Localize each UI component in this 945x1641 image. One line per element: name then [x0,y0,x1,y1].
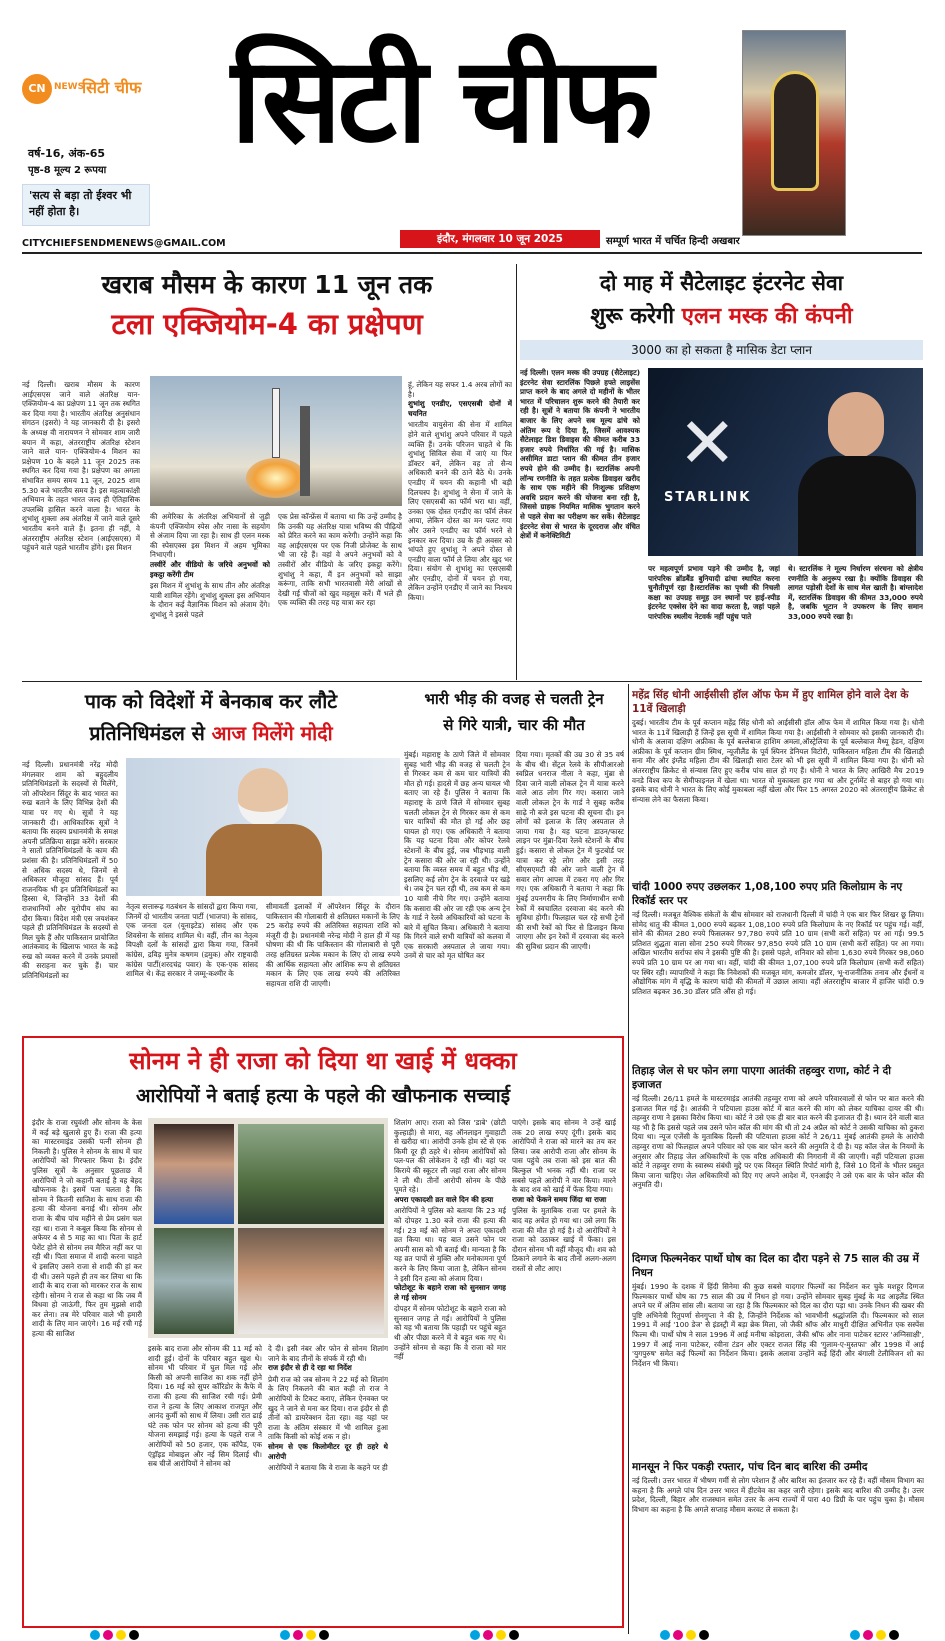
brief-headline: दिग्गज फिल्मनेकर पार्थो घोष का दिल का दौरा पड़ने से 75 साल की उम्र में निधन [632,1253,919,1279]
brief-4 [632,1252,924,1454]
right-column [632,688,924,1628]
headline-red: टला एक्जियोम-4 का प्रक्षेपण [111,307,423,341]
logo-badge: CN [22,74,52,104]
tagline: सम्पूर्ण भारत में चर्चित हिन्दी अखबार [606,236,740,247]
dateline-bar: इंदौर, मंगलवार 10 जून 2025 [400,230,600,248]
issue-line-2: पृष्ठ-8 मूल्य 2 रूपया [28,165,107,176]
article-col-3: दे दी। इसी नंबर और फोन से सोनम शिलांग जाने के बाद तीनों के संपर्क में रही थी। राज इंदौर से ही दे रहा था निर्देश प्रेमी राज को जब सोनम ने 22 मई को शिलांग के लिए निकलने की बात कही तो राज ने आरोपियों के टिकट कराए, लेकिन ऐनवक्त पर खुद ने जाने से मना कर दिया। राज इंदौर से ही तीनों को डायरेक्शन देता रहा। वह यहां पर राजा के अंतिम संस्कार में भी शामिल हुआ ताकि किसी को कोई शक न हो। सोनम से एक किलोमीटर दूर ही ठहरे थे आरोपी आरोपियों ने बताया कि वे राजा के कहने पर ही [268,1344,388,1473]
brief-body: नई दिल्ली। मजबूत वैश्विक संकेतों के बीच सोमवार को राजधानी दिल्ली में चांदी ने एक बार फिर शिखर छू लिया। सोमेद धातु की कीमत 1,000 रुपये बढ़कर 1,08,100 रुपये प्रति किलोग्राम के नए रिकॉर्ड पर पहुंच गई। वहीं, सोने की कीमत 280 रुपये फिसलकर 97,780 रुपये प्रति 10 ग्राम (सभी करों सहित) पर आ गई। 99.5 प्रतिशत शुद्धता वाला सोना 250 रुपये गिरकर 97,850 रुपये प्रति 10 ग्राम (सभी करों सहित) पर आ गया। अखिल भारतीय सर्राफा संघ ने इसकी पुष्टि की है। इससे पहले, शनिवार को सोना 1,630 रुपये गिरकर 98,060 रुपये प्रति 10 ग्राम पर आ गया था। वहीं, चांदी की कीमत 1,07,100 रुपये प्रति किलोग्राम (सभी करों सहित) पर स्थिर रही। व्यापारियों ने कहा कि निवेशकों की मजबूत मांग, कमजोर डॉलर, भू-राजनीतिक तनाव और ईंधनों व औद्योगिक मांग में वृद्धि के कारण चांदी की कीमतों में उछाल आया। वहीं अंतरराष्ट्रीय बाजार में हाजिर चांदी 0.9 प्रतिशत बढ़कर 36.30 डॉलर प्रति औंस हो गई। [632,910,924,996]
brief-body: दुबई। भारतीय टीम के पूर्व कप्तान महेंद्र सिंह धोनी को आईसीसी हॉल ऑफ फेम में शामिल किया गया है। धोनी भारत के 11वें खिलाड़ी हैं जिन्हें इस सूची में शामिल किया गया है। आईसीसी ने सोमवार को इसकी जानकारी दी। धोनी के अलावा दक्षिण अफ्रीका के पूर्व बल्लेबाज हाशिम अमला,ऑस्ट्रेलिया के पूर्व बल्लेबाज मैथ्यू हेडन, दक्षिण अफ्रीका के पूर्व कप्तान ग्रीम स्मिथ, न्यूजीलैंड के पूर्व स्पिनर डेनियल विटोरी, पाकिस्तान महिला टीम की खिलाड़ी सना मीर और इंग्लैंड महिला टीम की खिलाड़ी सारा टेलर को भी इस सूची में शामिल किया गया है। धोनी को अंतरराष्ट्रीय क्रिकेट से संन्यास लिए हुए करीब पांच साल हो गए हैं। धोनी ने भारत के लिए आखिरी मैच 2019 वनडे विश्व कप के सेमीफाइनल में खेला था। भारत वो मुकाबला हार गया था और टूर्नामेंट से बाहर हो गया था। इसके बाद धोनी ने भारत के लिए कोई मुकाबला नहीं खेला और फिर 15 अगस्त 2020 को अंतरराष्ट्रीय क्रिकेट से संन्यास लेने का फैसला किया। [632,718,924,804]
registration-dot [483,1630,493,1640]
brief-headline: मानसून ने फिर पकड़ी रफ्तार, पांच दिन बाद बारिश की उम्मीद [632,1461,868,1473]
brief-body: नई दिल्ली। 26/11 हमले के मास्टरमाइंड आतंकी तहव्वुर राणा को अपने परिवारवालों से फोन पर बात करने की इजाजत मिल गई है। आतंकी ने पटियाला हाउस कोर्ट में बात करने की मांग को लेकर याचिका दायर की थी। तहव्वुर राणा ने इसका विरोध किया था। कोर्ट ने उसे एक ही बार बात करने की इजाजत दी है। ध्यान देने वाली बात यह भी है कि इससे पहले जब उसने फोन कॉल की मांग की थी तो 24 अप्रैल को कोर्ट ने उसकी याचिका को ठुकरा दिया था। न्यूज एजेंसी के मुताबिक दिल्ली की पटियाला हाउस कोर्ट ने 26/11 मुंबई आतंकी हमले के आरोपी तहव्वुर राणा को फिलहाल अपने परिवार को एक बार फोन करने की अनुमति दे दी है। यह कॉल जेल के नियमों के अनुसार और तिहाड़ जेल अधिकारियों के एक वरिष्ठ अधिकारी की निगरानी में की जाएगी। वहीं पटियाला हाउस कोर्ट ने तहव्वुर राणा के स्वास्थ्य संबंधी मुद्दे पर एक विस्तृत स्थिति रिपोर्ट मांगी है, जिसे 10 दिनों के भीतर प्रस्तुत किया जाना चाहिए। जेल अधिकारियों को दिए गए अपने आदेश में, एनआईए ने उसे एक बार के फोन कॉल की अनुमति दी। [632,1094,924,1190]
registration-dot [850,1630,860,1640]
logo-title: सिटी चीफ [82,78,142,97]
headline: दो माह में सैटेलाइट इंटरनेट सेवा [599,271,844,295]
registration-dot [660,1630,670,1640]
person-head [828,392,884,458]
registration-strip [0,1630,945,1641]
article-col-1: नई दिल्ली। खराब मौसम के कारण आईएसएस जाने वाले अंतरिक्ष यान- एक्जियोम-4 का प्रक्षेपण 11 जून तक स्थगित कर दिया गया है। भारतीय अंतरिक्ष अनुसंधान संगठन (इसरो) ने यह जानकारी दी है। इसरो के अध्यक्ष वी नारायणन ने सोमवार शाम जारी बयान में कहा, अंतरराष्ट्रीय अंतरिक्ष स्टेशन जाने वाले यान- एक्जियोम-4 मिशन का प्रक्षेपण 10 के बदले 11 जून 2025 तक स्थगित कर दिया गया है। प्रक्षेपण का अगला संभावित समय समय 11 जून, 2025 शाम 5.30 बजे भारतीय समय है। इस महत्वाकांक्षी अभियान के तहत भारत जल्द ही ऐतिहासिक उपलब्धि हासिल करने वाला है। भारत के शुभांशु शुक्ला अब अंतरिक्ष में जाने वाले दूसरे भारतीय बनने वाले हैं। इतना ही नहीं, वे अंतरराष्ट्रीय अंतरिक्ष स्टेशन (आईएसएस) में पहुंचने वाले पहले भारतीय होंगे। इस मिशन [22,380,140,553]
registration-dot [889,1630,899,1640]
story-train [404,688,624,1028]
article-col-2: नेतृत्व सत्तारूढ़ गठबंधन के सांसदों द्वारा किया गया, जिनमें दो भारतीय जनता पार्टी (भाजपा) के सांसद, एक जनता दल (यूनाइटेड) सांसद और एक शिवसेना के सांसद शामिल थे। वहीं, तीन का नेतृत्व विपक्षी दलों के सांसदों द्वारा किया गया, जिनमें कांग्रेस, द्रविड़ मुनेत्र कषगम (द्रमुक) और राष्ट्रवादी कांग्रेस पार्टी(शरदचंद्र पवार) के एक-एक सांसद शामिल थे। केंद्र सरकार ने जम्मू-कश्मीर के [126,902,258,979]
rocket-body [272,388,280,458]
brief-3 [632,1064,924,1246]
article-col-3: एक प्रेस कॉन्फ्रेंस में बताया था कि उन्हें उम्मीद है कि उनकी यह अंतरिक्ष यात्रा भविष्य की पीढ़ियों को प्रेरित करने का काम करेगी। उन्होंने कहा कि वह आईएसएस पर एक निजी प्रोजेक्ट के साथ भी जा रहे हैं। वहां वे अपने अनुभवों को वे तस्वीरों और वीडियो के जरिए इकट्ठा करेंगे। शुभांशु ने कहा, मैं इन अनुभवों को साझा करूंगा, ताकि सभी भारतवासी मेरी आंखों से देखी गई चीजों को खुद महसूस करें। मैं भले ही एक व्यक्ति की तरह यह यात्रा कर रहा [278,512,402,608]
rocket-photo [150,376,402,506]
vertical-divider-top [516,264,517,680]
headline: भारी भीड़ की वजह से चलती ट्रेन [424,690,604,708]
registration-dot [673,1630,683,1640]
masthead [0,0,945,258]
masthead-photo [742,30,846,236]
headline: सोनम ने ही राजा को दिया था खाई में धक्का [129,1047,517,1075]
article-col-3: सीमावर्ती इलाकों में ऑपरेशन सिंदूर के दौरान पाकिस्तान की गोलाबारी से क्षतिग्रस्त मकानों के लिए 25 करोड़ रुपये की अतिरिक्त सहायता राशि को मंजूरी दी है। प्रधानमंत्री नरेन्द्र मोदी ने हाल ही में यह घोषणा की थी कि पाकिस्तान की गोलाबारी से पूरी तरह क्षतिग्रस्त प्रत्येक मकान के लिए दो लाख रुपये की आर्थिक सहायता और आंशिक रूप से क्षतिग्रस्त मकान के लिए एक लाख रुपये की अतिरिक्त सहायता राशि दी जाएगी। [266,902,400,988]
accused-photos [148,1118,388,1338]
masthead-title: सिटी चीफ [231,30,649,169]
article-col-2: पर महत्वपूर्ण प्रभाव पड़ने की उम्मीद है, जहां पारंपरिक ब्रॉडबैंड बुनियादी ढांचा स्थापित करना चुनौतीपूर्ण रहा है।स्टारलिंक का पृथ्वी की निचली कक्षा का उपग्रह समूह उन स्थानों पर हाई-स्पीड इंटरनेट एक्सेस देने का वादा करता है, जहां पहले पारंपरिक स्थलीय नेटवर्क नहीं पहुंच पाते [648,564,780,621]
starlink-label: STARLINK [664,490,752,505]
article-col-1: नई दिल्ली। एलन मस्क की उपग्रह (सैटेलाइट) इंटरनेट सेवा स्टारलिंक पिछले हफ्ते लाइसेंस प्राप्त करने के बाद अगले दो महीनों के भीतर भारत में परिचालन शुरू करने की तैयारी कर रही है। सूत्रों ने बताया कि कंपनी ने भारतीय बाजार के लिए अपने सब मूल्य ढांचे को अंतिम रूप दे दिया है, जिसमें आवश्यक सैटेलाइट डिश डिवाइस की कीमत करीब 33 हजार रुपये निर्धारित की गई है। मासिक असीमित डाटा प्लान की कीमत तीन हजार रुपये होने की उम्मीद है। स्टारलिंक अपनी लॉन्च रणनीति के तहत प्रत्येक डिवाइस खरीद के साथ एक महीने की निःशुल्क प्रशिक्षण अवधि प्रदान करने की योजना बना रही है, जिससे ग्राहक नियमित मासिक भुगतान करने से पहले सेवा का परीक्षण कर सकें। सैटेलाइट इंटरनेट सेवा से भारत के दूरदराज और वंचित क्षेत्रों में कनेक्टिविटी [520,368,640,541]
registration-dot [876,1630,886,1640]
registration-dot [103,1630,113,1640]
registration-dot [496,1630,506,1640]
article-col-3: थे। स्टारलिंक ने मूल्य निर्धारण संरचना को क्षेत्रीय रणनीति के अनुरूप रखा है। क्योंकि डिवाइस की लागत पड़ोसी देशों के साथ मेल खाती है। बांग्लादेश में, स्टारलिंक डिवाइस की कीमत 33,000 रुपये है, जबकि भूटान ने उपकरण के लिए समान 33,000 रुपये रखा है। [788,564,923,621]
article-col-2: इसके बाद राजा और सोनम की 11 मई को शादी हुई। दोनों के परिवार बहुत खुश थे। सोनम भी परिवार में घुल मिल गई और किसी को अपनी साजिश का शक नहीं होने दिया। 16 मई को सुपर कॉरिडोर के कैफे में राजा की हत्या की साजिश रची गई। प्रेमी राज ने हत्या के लिए आकाश राजपूत और आनंद कुर्मी को साथ में लिया। उसी रात ढाई घंटे तक फोन पर सोनम को हत्या की पूरी योजना समझाई गई। हत्या के पहले राज ने आरोपियों को 50 हजार, एक कॉपैड, एक एंड्रॉइड मोबाइल और नई सिम दिलाई थी। सब चीजें आरोपियों ने सोनम को [148,1344,262,1469]
registration-dot [509,1630,519,1640]
article-col-4: हूं, लेकिन यह सफर 1.4 अरब लोगों का है। शुभांशु एनडीए, एसएसबी दोनों में चयनित भारतीय वायुसेना की सेना में शामिल होने वाले शुभांशु अपने परिवार में पहले व्यक्ति हैं। उनके परिजन चाहते थे कि शुभांशु सिविल सेवा में जाएं या फिर डॉक्टर बनें, लेकिन वह तो सैन्य अधिकारी बनने की ठाने बैठे थे। उनके एनडीए में चयन की कहानी भी बड़ी दिलचस्प है। शुभांशु ने सेना में जाने के लिए एसएसबी का फॉर्म भरा था। वहीं, उनका एक दोस्त एनडीए का फॉर्म लेकर आया, लेकिन दोस्त का मन पलट गया और उसने एनडीए का फॉर्म भरने से इनकार कर दिया। उम्र के ही अवसर को भांपते हुए शुभांशु ने अपने दोस्त से एनडीए वाला फॉर्म ले लिया और खुद भर दिया। संयोग से शुभांशु का एसएसबी और एनडीए, दोनों में चयन हो गया, लेकिन उन्होंने एनडीए में जाने का निश्चय किया। [408,380,512,603]
vertical-divider-right [628,684,629,1634]
starlink-photo [648,368,923,556]
motto-box: 'सत्य से बड़ा तो ईश्वर भी नहीं होता है। [22,184,150,226]
brief-2 [632,880,924,1058]
waterfall-photo [154,1228,234,1334]
brief-headline: तिहाड़ जेल से घर फोन लगा पाएगा आतंकी तहव्वुर राणा, कोर्ट ने दी इजाजत [632,1065,891,1091]
registration-dot [470,1630,480,1640]
headline-line-2: आरोपियों ने बताई हत्या के पहले की खौफनाक सच्चाई [135,1085,511,1107]
registration-dot [863,1630,873,1640]
story-axiom [22,268,512,678]
registration-dot [686,1630,696,1640]
launch-tower [300,406,310,496]
idol-shape [771,71,819,191]
registration-dot [293,1630,303,1640]
article-col-4: शिलांग आए। राजा को जिस 'डाबे' (छोटी कुल्हाड़ी) से मारा, वह ऑनलाइन गुवाहाटी से खरीदा था। आरोपी उनके होम स्टे से एक किमी दूर ही ठहरे थे। सोनम आरोपियों को पल-पल की लोकेशन दे रही थी। वहां पर किराये की स्कूटर ली जहां राजा और सोनम ने ली थी। तीनों आरोपी सोनम के पीछे घूमते रहे। अपरा एकादशी व्रत वाले दिन की हत्या आरोपियों ने पुलिस को बताया कि 23 मई को दोपहर 1.30 बजे राजा की हत्या की गई। 23 मई को सोनम ने अपरा एकादशी व्रत किया था। यह बात उसने फोन पर अपनी सास को भी बताई थी। मान्यता है कि यह व्रत पापों से मुक्ति और मनोकामना पूर्ण करने के लिए किया जाता है, लेकिन सोनम ने इसी दिन हत्या को अंजाम दिया। फोटोशूट के बहाने राजा को सुनसान जगह ले गई सोनम दोपहर में सोनम फोटोशूट के बहाने राजा को सुनसान जगह ले गई। आरोपियों ने पुलिस को यह भी बताया कि पहाड़ी पर पहुंचे बहुत थी और पीछा करने में वे बहुत थक गए थे। उन्होंने सोनम से कहा कि वे राजा को मार नहीं [394,1118,506,1362]
brief-5 [632,1460,924,1620]
person-head [238,768,288,826]
logo [22,72,152,106]
brief-headline: चांदी 1000 रुपए उछलकर 1,08,100 रुपए प्रति किलोग्राम के नए रिकॉर्ड स्तर पर [632,881,903,907]
rocket-flame [246,458,306,498]
registration-dot [306,1630,316,1640]
brief-body: मुंबई। 1990 के दशक में हिंदी सिनेमा की कुछ सबसे यादगार फिल्मों का निर्देशन कर चुके मशहूर दिग्गज फिल्मकार पार्थो घोष का 75 साल की उम्र में निधन हो गया। उन्होंने सोमवार सुबह मुंबई के मड आइलैंड स्थित अपने घर में अंतिम सांस ली। बताया जा रहा है कि फिल्मकार को दिल का दौरा पड़ा था। उनके निधन की खबर की पुष्टि अभिनेत्री रितुपर्णा सेनगुप्ता ने की है, जिन्होंने निर्देशक को भावभीनी श्रद्धांजलि दी। फिल्मकार को साल 1991 में आई '100 डेज' से इंडस्ट्री में बड़ा ब्रेक मिला, जो जैकी श्रॉफ और माधुरी दीक्षित अभिनीत एक सस्पेंस फिल्म थी। पार्थो घोष ने साल 1996 में आई मनीषा कोइराला, जैकी श्रॉफ और नाना पाटेकर स्टारर 'अग्निसाक्षी', 1997 में आई नाना पाटेकर, रवीना टंडन और एक्टर राजत सिंह की 'गुलाम-ए-मुस्तफा' और 1998 में आई 'युगपुरुष' समेत कई फिल्मों का निर्देशन किया। इसके अलावा उन्होंने कई हिंदी और बंगाली टेलीविजन शो का निर्देशन भी किया। [632,1282,924,1368]
headline-line-2: से गिरे यात्री, चार की मौत [443,716,585,734]
headline-line-2: शुरू करेगी एलन मस्क की कंपनी [590,304,853,329]
article-col-2: की अमेरिका के अंतरिक्ष अभियानों से जुड़ी कंपनी एक्जियोम स्पेस और नासा के सहयोग से अंजाम दिया जा रहा है। साथ ही एलन मस्क की स्पेसएक्स इस मिशन में अहम भूमिका निभाएगी। तस्वीरें और वीडियो के जरिये अनुभवों को इकट्ठा करेंगी टीम इस मिशन में शुभांशु के साथ तीन और अंतरिक्ष यात्री शामिल रहेंगे। शुभांशु शुक्ला इस अभियान के दौरान कई वैज्ञानिक मिशन को अंजाम देंगे। शुभांशु ने इससे पहले [150,512,270,619]
registration-dot [319,1630,329,1640]
registration-dot [699,1630,709,1640]
registration-dot [116,1630,126,1640]
headline-highlight: एलन मस्क की कंपनी [681,304,853,329]
headline-line-2: प्रतिनिधिमंडल से आज मिलेंगे मोदी [89,722,333,745]
horizontal-divider-1 [22,681,922,682]
logo-news: NEWS [54,82,85,92]
brief-headline: महेंद्र सिंह धोनी आईसीसी हॉल ऑफ फेम में हुए शामिल होने वाले देश के 11वें खिलाड़ी [632,689,909,715]
man-photo [238,1228,384,1334]
modi-photo [126,758,400,896]
registration-dot [129,1630,139,1640]
x-logo: ✕ [678,402,737,484]
article-col-1: इंदौर के राजा रघुवंशी और सोनम के केस में कई बड़े खुलासे हुए हैं। राजा की हत्या का मास्टरमाइंड उसकी पत्नी सोनम ही निकली है। पुलिस ने सोनम के साथ में चार आरोपियों को गिरफ्तार किया है। इंदौर पुलिस सूत्रों के अनुसार पूछताछ में आरोपियों ने जो कहानी बताई है वह बेहद खौफनाक है। इसमें पता चलता है कि सोनम ने कितनी साजिश के साथ राजा की हत्या की योजना बनाई थी। सोनम और राजा के बीच पांच महीने से प्रेम प्रसंग चल रहा था। राजा ने कबूल किया कि सोनम से अफेयर 4 से 5 माह का था। पिता के हार्ट पेशेंट होने से सोनम लव मैरिज नहीं कर पा रही थी। पिता समाज में शादी करना चाहते थे इसलिए उसने राजा से शादी की हां कर दी थी। उसने पहले ही तय कर लिया था कि शादी के बाद राजा को मारकर राज के साथ रहेगी। सोनम ने राज से कहा था कि जब मैं विधवा हो जाऊंगी, फिर तुम मुझसे शादी कर लेना। तब मेरे परिवार वाले भी हमारी शादी के लिए मान जाएंगे। 16 मई रची गई हत्या की साजिश [32,1118,142,1339]
person-body [798,456,916,556]
article-col-1: मुंबई। महाराष्ट्र के ठाणे जिले में सोमवार सुबह भारी भीड़ की वजह से चलती ट्रेन से गिरकर कम से कम चार यात्रियों की मौत हो गई। हादसे में छह अन्य घायल भी बताए जा रहे हैं। पुलिस ने बताया कि महाराष्ट्र के ठाणे जिले में सोमवार सुबह चलती लोकल ट्रेन से गिरकर कम से कम चार यात्रियों की मौत हो गई और छह घायल हो गए। एक अधिकारी ने बताया कि यह घटना दिवा और कोपर रेलवे स्टेशनों के बीच हुई, जब भीड़भाड़ वाली ट्रेन कसारा की ओर जा रही थी। उन्होंने बताया कि व्यस्त समय में बहुत भीड़ थी, इसलिए कई लोग ट्रेन के दरवाजे पर खड़े थे। जब ट्रेन चल रही थी, तब कम से कम 10 यात्री नीचे गिर गए। उन्होंने बताया कि कसारा की ओर जा रही एक अन्य ट्रेन के गार्ड ने रेलवे अधिकारियों को घटना के बारे में सूचित किया। अधिकारी ने बताया कि गिरने वाले सभी यात्रियों को कलवा में एक सरकारी अस्पताल ले जाया गया। उनमें से चार को मृत घोषित कर [404,750,510,961]
email-text: CITYCHIEFSENDMENEWS@GMAIL.COM [22,238,226,249]
story-sonam [22,1036,624,1628]
person-body [206,824,322,896]
article-col-5: पाएंगे। इसके बाद सोनम ने उन्हें खाई तक 20 लाख रुपए दूंगी। इसके बाद आरोपियों ने राजा को मारने का तय कर लिया। जब आरोपी राजा और सोनम के पास पहुंचे तब राजा को इस बात की बिल्कुल भी भनक नहीं थी। राजा पर सबसे पहले आरोपी ने वार किया। मारने के बाद शव को खाई में फेंक दिया गया। राजा को फेंकने समय जिंदा था राजा पुलिस के मुताबिक राजा पर हमले के बाद वह अचेत हो गया था। उसे लगा कि राजा की मौत हो गई है। दो आरोपियों ने राजा को उठाकर खाई में फेंका। इस दौरान सोनम भी वहीं मौजूद थी। शव को ठिकाने लगाने के बाद तीनों अलग-अलग रास्तों से लौट आए। [512,1118,616,1273]
story-modi [22,688,400,1028]
masthead-rule [22,252,922,254]
headline: पाक को विदेशों में बेनकाब कर लौटे [84,690,338,713]
headline: खराब मौसम के कारण 11 जून तक [101,270,433,299]
issue-line-1: वर्ष-16, अंक-65 [28,147,106,160]
woman-photo [154,1124,234,1224]
landscape-photo [238,1124,384,1224]
article-col-2: दिया गया। मृतकों की उम्र 30 से 35 वर्ष के बीच थी। सेंट्रल रेलवे के सीपीआरओ स्वप्निल धनराज नीला ने कहा, मुंब्रा से दिवा जाने वाली लोकल ट्रेन में यात्रा करने वाले आठ लोग गिर गए। कसारा जाने वाली लोकल ट्रेन के गार्ड ने सुबह करीब साढ़े नौ बजे इस घटना की सूचना दी। इन लोगों को इलाज के लिए अस्पताल ले जाया गया है। यह घटना डाउन/फास्ट लाइन पर मुंब्रा-दिवा रेलवे स्टेशनों के बीच हुई। कसारा से लोकल ट्रेन में फुटबोर्ड पर यात्रा कर रहे लोग और इसी तरह सीएसएमटी की ओर जाने वाली ट्रेन में सवार लोग आपस में टकरा गए और गिर गए। एक अधिकारी ने बताया ने कहा कि मुंबई उपनगरीय के लिए निर्माणाधीन सभी रेकों में स्वचालित दरवाजा बंद करने की सुविधा होगी। फिलहाल चल रहे सभी ट्रेनों की सभी रेकों को फिर से डिजाइन किया जाएगा और इन रेकों में दरवाजा बंद करने की सुविधा प्रदान की जाएगी। [516,750,624,951]
subhead-bar: 3000 का हो सकता है मासिक डेटा प्लान [520,340,923,360]
registration-dot [280,1630,290,1640]
story-starlink [520,268,923,678]
brief-1 [632,688,924,874]
registration-dot [90,1630,100,1640]
headline-highlight: आज मिलेंगे मोदी [211,722,333,745]
brief-body: नई दिल्ली। उत्तर भारत में भीषण गर्मी से लोग परेशान हैं और बारिश का इंतजार कर रहे हैं। वहीं मौसम विभाग का कहना है कि अगले पांच दिन उत्तर भारत में हीटवेव का कहर जारी रहेगा। इसके बाद बारिश की उम्मीद है। उत्तर प्रदेश, दिल्ली, बिहार और राजस्थान समेत उत्तर के अन्य राज्यों में पारा 40 डिग्री के पार पहुंच चुका है। मौसम विभाग का कहना है कि अगले सप्ताह मौसम करवट ले सकता है। [632,1476,924,1514]
article-col-1: नई दिल्ली। प्रधानमंत्री नरेंद्र मोदी मंगलवार शाम को बहुदलीय प्रतिनिधिमंडलों के सदस्यों से मिलेंगे, जो ऑपरेशन सिंदूर के बाद भारत का रुख बताने के लिए विभिन्न देशों की यात्रा पर गए थे। सूत्रों ने यह जानकारी दी। आधिकारिक सूत्रों ने बताया कि सदस्य प्रधानमंत्री के समक्ष अपनी प्रतिक्रिया साझा करेंगे। सरकार ने सातों प्रतिनिधिमंडलों के काम की प्रशंसा की है। प्रतिनिधिमंडलों में 50 से अधिक सदस्य थे, जिनमें से अधिकतर मौजूदा सांसद हैं। पूर्व राजनयिक भी इन प्रतिनिधिमंडलों का हिस्सा थे, जिन्होंने 33 देशों की राजधानियों और यूरोपीय संघ का दौरा किया। विदेश मंत्री एस जयशंकर पहले ही प्रतिनिधिमंडल के सदस्यों से मिल चुके हैं और पाकिस्तान प्रायोजित आतंकवाद के खिलाफ भारत के कड़े रुख को व्यक्त करने में उनके प्रयासों की सराहना कर चुके हैं। चार प्रतिनिधिमंडलों का [22,760,118,981]
